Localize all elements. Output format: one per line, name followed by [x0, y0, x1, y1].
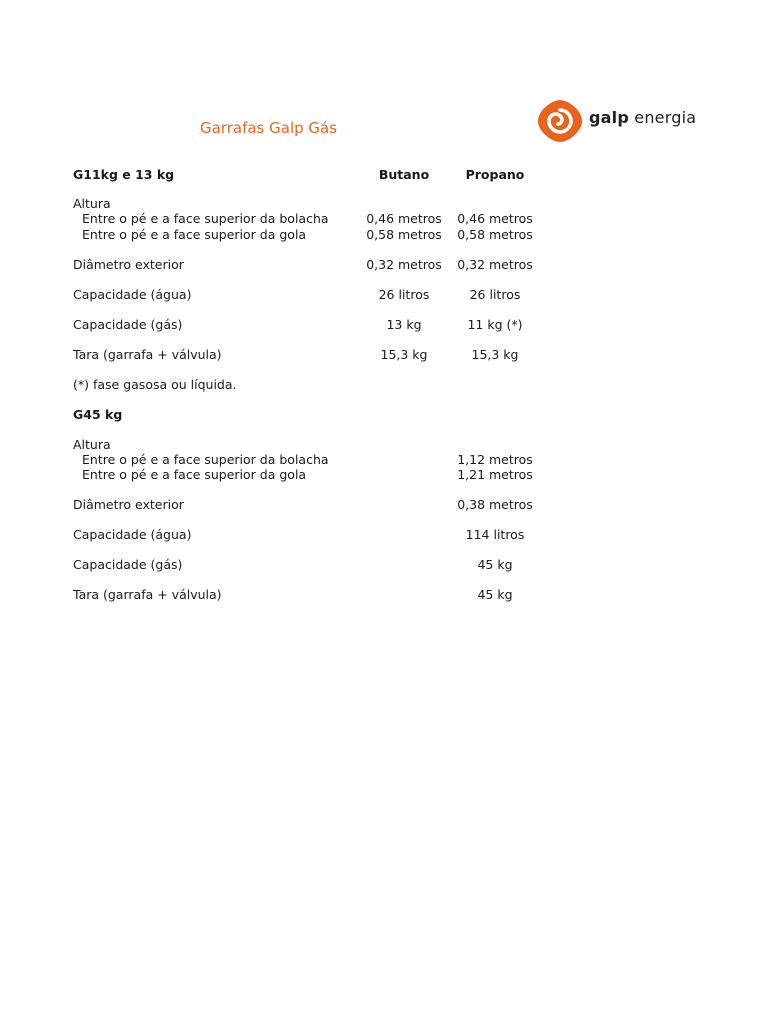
table-row: Tara (garrafa + válvula) 45 kg [73, 587, 513, 602]
table-row: Tara (garrafa + válvula) 15,3 kg 15,3 kg [73, 347, 519, 362]
table-row: Capacidade (água) 26 litros 26 litros [73, 287, 521, 302]
altura-label: Altura [73, 437, 111, 452]
footnote: (*) fase gasosa ou líquida. [73, 377, 237, 392]
page-title: Garrafas Galp Gás [200, 119, 338, 137]
section2-altura-row [73, 437, 673, 453]
table-row: Entre o pé e a face superior da gola 0,58 metros 0,58 metros [82, 227, 533, 242]
galp-energia-logo [536, 98, 696, 144]
table-row: Entre o pé e a face superior da gola 1,21 metros [82, 467, 533, 482]
table-row: Capacidade (gás) 13 kg 11 kg (*) [73, 317, 523, 332]
table-row: Capacidade (água) 114 litros [73, 527, 525, 542]
column-propano: Propano [465, 167, 525, 182]
section1-altura-row [73, 196, 673, 212]
altura-label: Altura [73, 196, 111, 211]
section1-header-row [73, 167, 673, 183]
logo-wordmark: galp energia [589, 108, 697, 127]
table-row: Capacidade (gás) 45 kg [73, 557, 513, 572]
section2-header-row [73, 407, 673, 423]
table-row: Entre o pé e a face superior da bolacha 1,12 metros [82, 452, 533, 467]
column-butano: Butano [378, 167, 430, 182]
section1-heading: G11kg e 13 kg [73, 167, 175, 182]
table-row: Diâmetro exterior 0,38 metros [73, 497, 533, 512]
galp-logo-icon [536, 98, 584, 144]
table-row: Diâmetro exterior 0,32 metros 0,32 metros [73, 257, 533, 272]
section2-heading: G45 kg [73, 407, 123, 422]
table-row: Entre o pé e a face superior da bolacha 0,46 metros 0,46 metros [82, 211, 533, 226]
